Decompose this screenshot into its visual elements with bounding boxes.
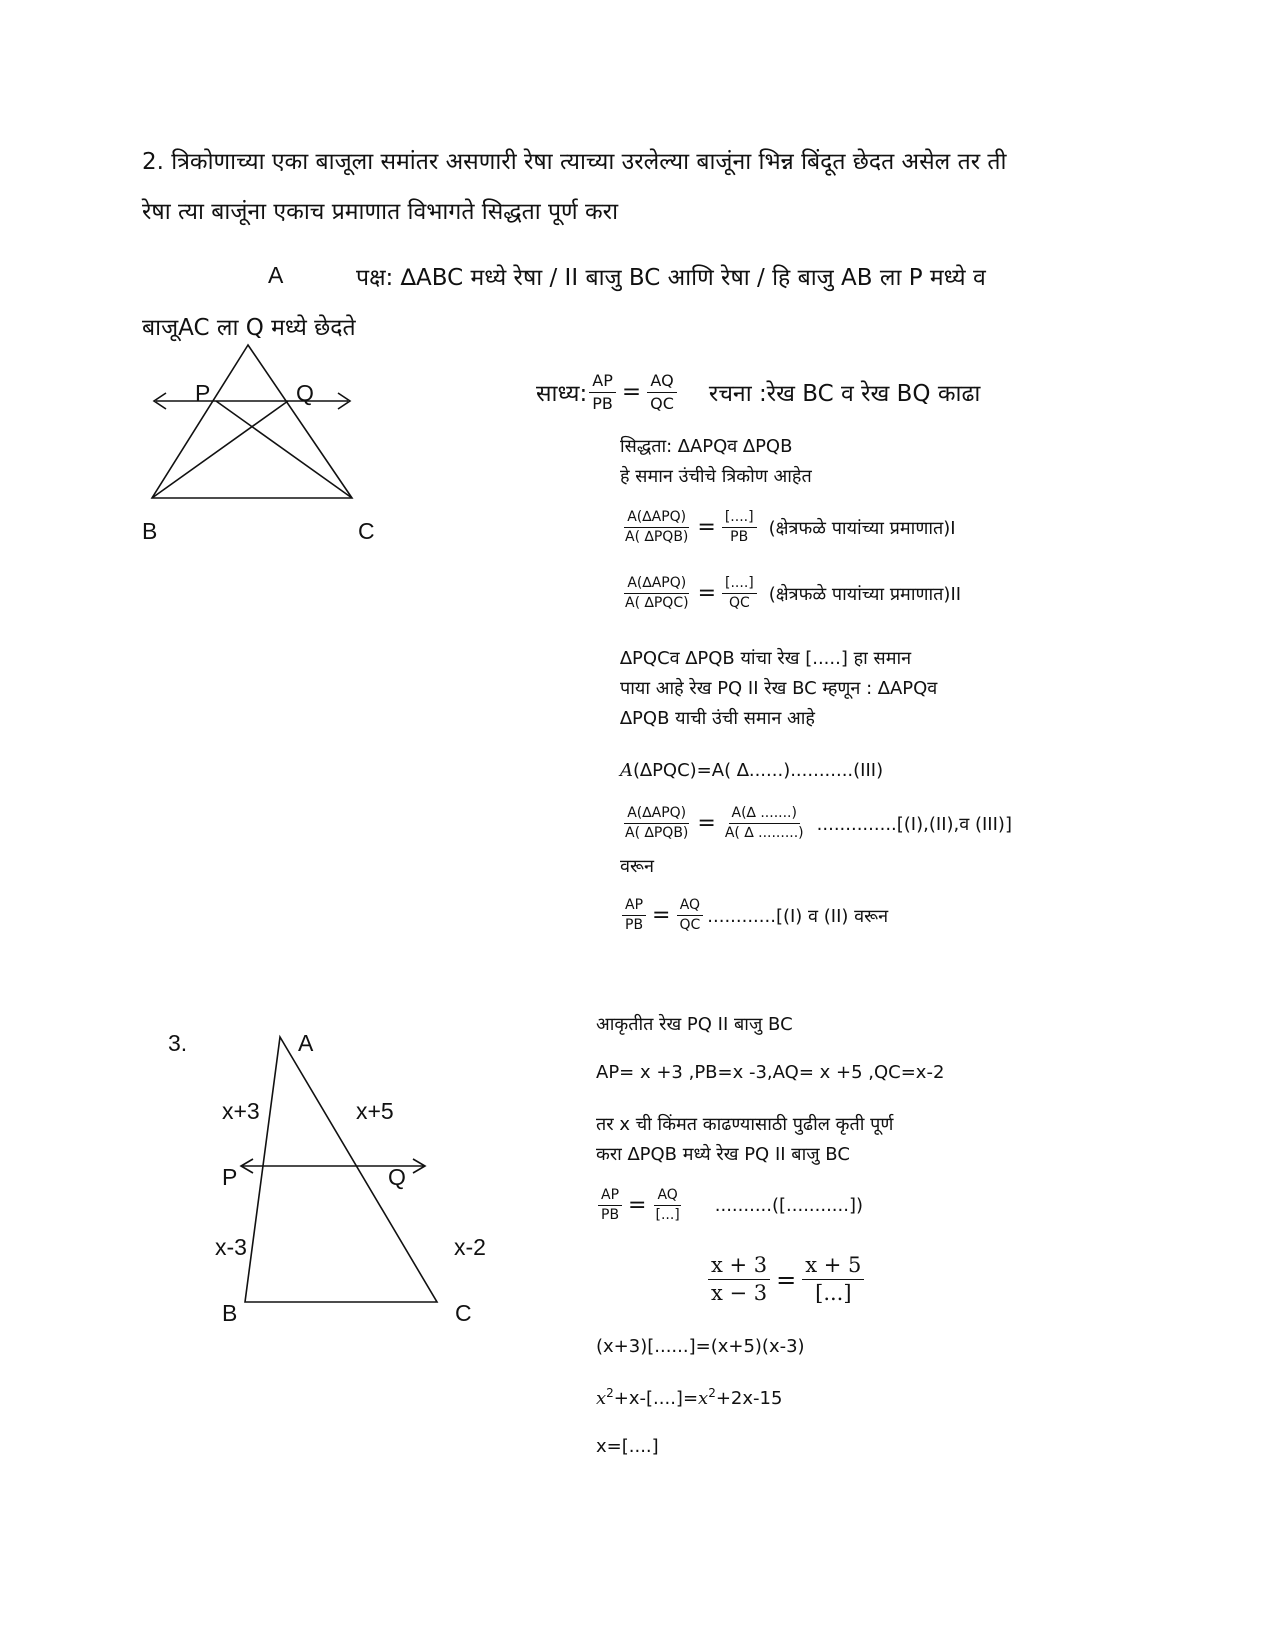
q3-step1: (x+3)[......]=(x+5)(x-3)	[596, 1336, 805, 1357]
frac-den: PB	[601, 1207, 620, 1224]
frac-num: A(∆APQ)	[624, 510, 689, 528]
frac-den: QC	[679, 917, 701, 934]
exponent: 2	[606, 1386, 614, 1400]
fraction-ap-pb-q3	[598, 1188, 622, 1224]
area-eq-text: (∆PQC)=A( ∆......)...........(III)	[633, 760, 884, 781]
frac-den: PB	[730, 529, 749, 546]
q2-statement-line1: 2. त्रिकोणाच्या एका बाजूला समांतर असणारी रेषा त्याच्या उरलेल्या बाजूंना भिन्न बिंदूत छेदत असेल तर ती	[142, 149, 1007, 175]
q2-vertex-a-label: A	[268, 262, 284, 288]
frac-den: QC	[650, 393, 674, 413]
q2-proof-label: सिद्धता: ∆APQव ∆PQB	[620, 436, 793, 457]
fraction-aq-blank-q3	[652, 1188, 682, 1224]
equals-sign: =	[697, 581, 716, 607]
frac-num: x + 3	[708, 1254, 770, 1280]
q3-vertex-b-label: B	[222, 1300, 238, 1326]
q2-same-height: हे समान उंचीचे त्रिकोण आहेत	[620, 466, 812, 487]
frac-den: QC	[728, 595, 750, 612]
q3-aq-label: x+5	[356, 1098, 394, 1124]
equals-sign: =	[697, 515, 716, 541]
ratio2-reason: (क्षेत्रफळे पायांच्या प्रमाणात)II	[768, 583, 962, 605]
q3-equation-row	[706, 1254, 866, 1305]
fraction-x-plus-5-over-blank	[802, 1254, 864, 1305]
step2-end: +2x-15	[715, 1388, 783, 1409]
exponent: 2	[708, 1386, 716, 1400]
construction-text: रचना :रेख BC व रेख BQ काढा	[708, 381, 981, 408]
q2-given-line2: बाजूAC ला Q मध्ये छेदते	[142, 315, 356, 341]
frac-den: x − 3	[711, 1281, 768, 1306]
equals-sign: =	[697, 811, 716, 837]
q3-qc-label: x-2	[454, 1234, 486, 1260]
frac-num: A(∆APQ)	[624, 806, 689, 824]
equals-sign: =	[621, 379, 642, 406]
frac-num: [....]	[722, 510, 757, 528]
fraction-x-plus-3-over-x-minus-3	[708, 1254, 770, 1305]
q2-vertex-c-label: C	[358, 518, 375, 544]
frac-den: A( ∆PQC)	[625, 595, 689, 612]
frac-num: AP	[622, 898, 646, 916]
q3-point-q-label: Q	[388, 1164, 406, 1190]
q3-stmt2: AP= x +3 ,PB=x -3,AQ= x +5 ,QC=x-2	[596, 1062, 945, 1083]
frac-den: [...]	[655, 1207, 680, 1224]
q2-from-label: वरून	[620, 856, 654, 877]
step2-mid: +x-[....]=	[613, 1388, 699, 1409]
frac-den: PB	[625, 917, 644, 934]
q3-point-p-label: P	[222, 1164, 238, 1190]
q3-stmt3: तर x ची किंमत काढण्यासाठी पुढील कृती पूर्ण	[596, 1114, 894, 1135]
q3-vertex-a-label: A	[298, 1030, 314, 1056]
q3-ap-label: x+3	[222, 1098, 260, 1124]
to-prove-label: साध्य:	[536, 381, 588, 408]
frac-den: A( ∆PQB)	[625, 529, 689, 546]
q3-number: 3.	[168, 1030, 188, 1056]
frac-den: [...]	[815, 1281, 852, 1306]
q2-statement-line2: रेषा त्या बाजूंना एकाच प्रमाणात विभागते सिद्धता पूर्ण करा	[142, 199, 619, 225]
frac-num: AP	[598, 1188, 622, 1206]
q2-common-base-line1: ∆PQCव ∆PQB यांचा रेख [.....] हा समान	[620, 648, 912, 669]
q3-step3: x=[....]	[596, 1436, 659, 1457]
ratio3-reason: ..............[(I),(II),व (III)]	[816, 813, 1012, 835]
frac-den: PB	[592, 393, 613, 413]
q3-stmt1: आकृतीत रेख PQ II बाजु BC	[596, 1014, 793, 1035]
frac-den: A( ∆PQB)	[625, 825, 689, 842]
frac-num: AQ	[647, 372, 676, 393]
frac-num: AP	[589, 372, 616, 393]
italic-a: A	[620, 760, 633, 781]
q3-ratio-row	[596, 1188, 863, 1224]
equals-sign: =	[652, 903, 671, 929]
q3-step2	[596, 1386, 782, 1409]
frac-num: A(∆APQ)	[624, 576, 689, 594]
q3-stmt4: करा ∆PQB मध्ये रेख PQ II बाजु BC	[596, 1144, 850, 1165]
var-x: x	[596, 1388, 607, 1409]
frac-num: x + 5	[802, 1254, 864, 1280]
q3-pb-label: x-3	[215, 1234, 247, 1260]
frac-den: A( ∆ .........)	[724, 825, 804, 842]
final-reason: ............[(I) व (II) वरून	[707, 905, 889, 927]
triangle-abc-q3	[245, 1037, 437, 1302]
q2-point-q-label: Q	[296, 380, 314, 406]
q3-ratio-reason: ..........([...........])	[714, 1195, 864, 1217]
var-x: x	[698, 1388, 709, 1409]
q3-vertex-c-label: C	[455, 1300, 472, 1326]
q2-vertex-b-label: B	[142, 518, 158, 544]
frac-num: A(∆ .......)	[729, 806, 800, 824]
ratio1-reason: (क्षेत्रफळे पायांच्या प्रमाणात)I	[768, 517, 956, 539]
q2-point-p-label: P	[195, 380, 211, 406]
q2-common-base-line2: पाया आहे रेख PQ II रेख BC म्हणून : ∆APQव	[620, 678, 938, 699]
frac-num: [....]	[722, 576, 757, 594]
frac-num: AQ	[677, 898, 703, 916]
equals-sign: =	[628, 1193, 647, 1219]
equals-sign: =	[776, 1265, 797, 1294]
frac-num: AQ	[654, 1188, 680, 1206]
q2-common-base-line3: ∆PQB याची उंची समान आहे	[620, 708, 815, 729]
q2-given-line1: पक्ष: ∆ABC मध्ये रेषा / II बाजु BC आणि रेषा / हि बाजु AB ला P मध्ये व	[356, 265, 986, 291]
